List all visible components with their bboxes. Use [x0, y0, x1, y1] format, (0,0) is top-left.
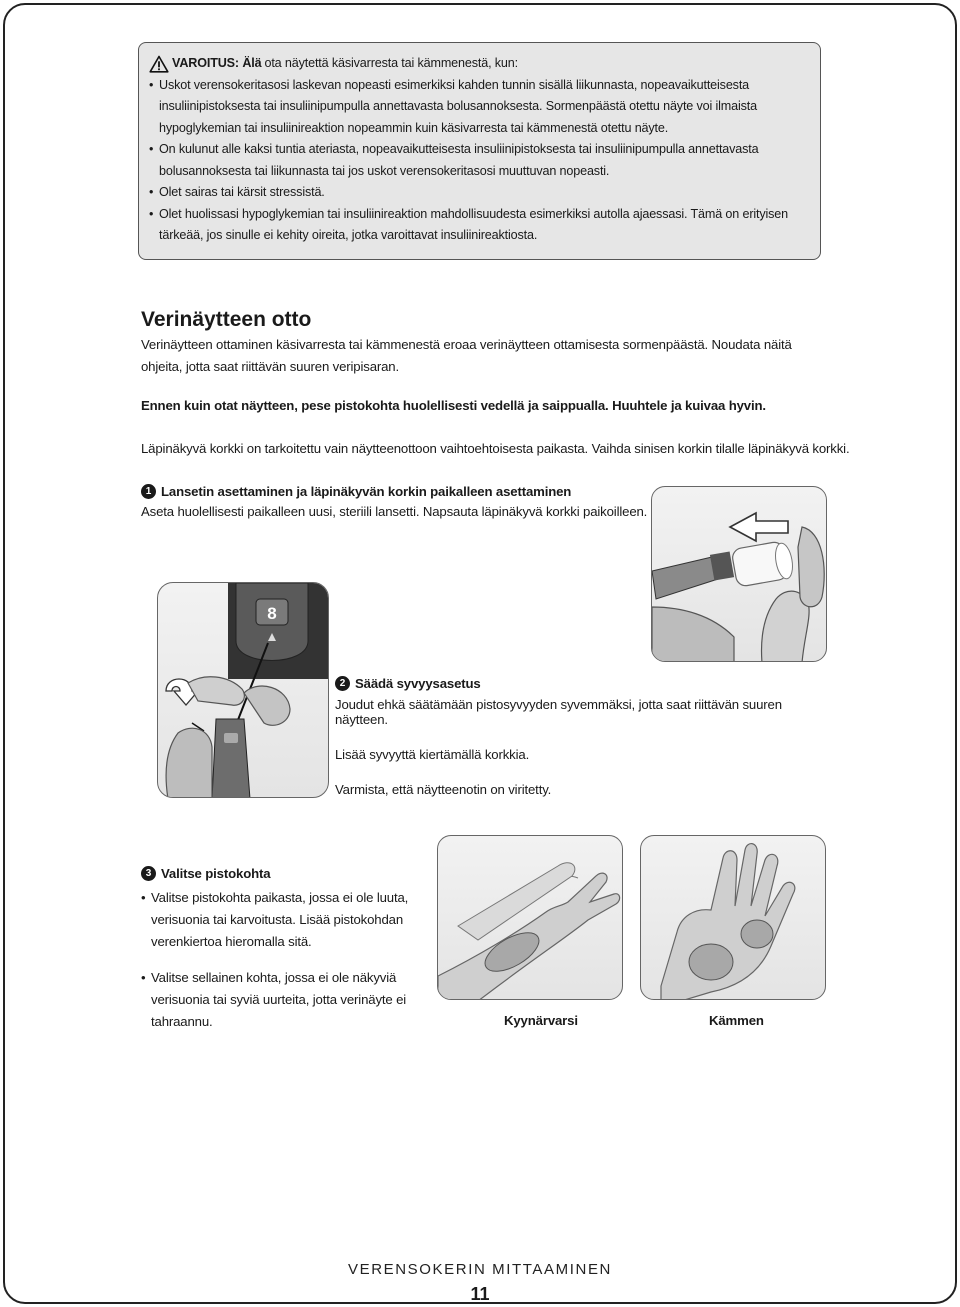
forearm-illustration	[437, 835, 623, 1000]
list-item-text: Valitse pistokohta paikasta, jossa ei ole luuta, verisuonia tai karvoitusta. Lisää pistokohdan verenkiertoa hieromalla sitä.	[151, 890, 409, 949]
footer-title: VERENSOKERIN MITTAAMINEN	[348, 1261, 612, 1278]
warning-box	[138, 42, 821, 260]
warning-item	[149, 75, 808, 140]
step-heading	[141, 866, 421, 881]
warning-item-text: Uskot verensokeritasosi laskevan nopeasti esimerkiksi kahden tunnin sisällä liikunnasta, nopeavaikutteisesta insuliinipistoksesta tai insuliinipumpulla annettavasta bolusannoksesta. Sormenpäästä otettu näyte voi ilmaista hypoglykemian tai insuliinireaktion nopeammin kuin käsivarresta tai kämmenestä otettu näyte.	[159, 77, 757, 135]
warning-header	[149, 53, 808, 75]
palm-caption: Kämmen	[709, 1013, 764, 1028]
warning-title: VAROITUS: Älä	[172, 56, 262, 70]
step-title: Lansetin asettaminen ja läpinäkyvän korkin paikalleen asettaminen	[161, 484, 572, 499]
section-title: Verinäytteen otto	[141, 308, 312, 331]
wash-warning: Ennen kuin otat näytteen, pese pistokohta huolellisesti vedellä ja saippualla. Huuhtele ja kuivaa hyvin.	[141, 398, 766, 413]
palm-site-highlight-right	[741, 920, 773, 948]
depth-setting-illustration	[157, 582, 329, 798]
warning-item-text: Olet sairas tai kärsit stressistä.	[159, 185, 325, 199]
warning-lead: ota näytettä käsivarresta tai kämmenestä, kun:	[264, 56, 518, 70]
step-heading	[141, 484, 647, 499]
list-item	[141, 967, 421, 1033]
bullet-icon: •	[141, 970, 146, 985]
warning-item	[149, 204, 808, 247]
step-number-badge: 1	[141, 484, 156, 499]
lancet-cap-illustration	[651, 486, 827, 662]
palm-illustration	[640, 835, 826, 1000]
page-number: 11	[470, 1284, 490, 1304]
step-paragraph: Varmista, että näytteenotin on viritetty.	[335, 782, 552, 797]
step-title: Valitse pistokohta	[161, 866, 271, 881]
step-2	[335, 676, 825, 797]
step-body: Aseta huolellisesti paikalleen uusi, steriili lansetti. Napsauta läpinäkyvä korkki paikoilleen.	[141, 504, 648, 519]
warning-item	[149, 139, 808, 182]
bullet-icon: •	[149, 185, 154, 199]
forearm-drawing	[438, 836, 623, 1000]
list-item-text: Valitse sellainen kohta, jossa ei ole näkyviä verisuonia tai syviä uurteita, jotta verinäyte ei tahraannu.	[151, 970, 407, 1029]
depth-setting-drawing	[158, 583, 329, 798]
step-paragraph: Lisää syvyyttä kiertämällä korkkia.	[335, 747, 530, 762]
warning-item-text: On kulunut alle kaksi tuntia ateriasta, nopeavaikutteisesta insuliinipistoksesta tai insuliinipumpulla annettavasta bolusannoksesta tai liikunnasta tai jos uskot verensokeritasosi muuttuvan nopeasti.	[159, 142, 759, 178]
cap-note: Läpinäkyvä korkki on tarkoitettu vain näytteenottoon vaihtoehtoisesta paikasta. Vaihda sinisen korkin tilalle läpinäkyvä korkki.	[141, 441, 850, 456]
step-paragraph: Joudut ehkä säätämään pistosyvyyden syvemmäksi, jotta saat riittävän suuren näytteen.	[335, 697, 782, 727]
intro-text: Verinäytteen ottaminen käsivarresta tai kämmenestä eroaa verinäytteen ottamisesta sormenpäästä. Noudata näitä ohjeita, jotta saat riittävän suuren veripisaran.	[141, 337, 792, 374]
warning-triangle-icon	[149, 55, 169, 73]
step-3	[141, 866, 421, 1033]
bullet-icon: •	[149, 206, 154, 221]
step-title: Säädä syvyysasetus	[355, 676, 481, 691]
step-number-badge: 3	[141, 866, 156, 881]
depth-number: 8	[267, 604, 277, 623]
step-bullet-list	[141, 887, 421, 1033]
bullet-icon: •	[149, 142, 154, 156]
step-number-badge: 2	[335, 676, 350, 691]
forearm-caption: Kyynärvarsi	[504, 1013, 578, 1028]
palm-drawing	[641, 836, 826, 1000]
step-1	[141, 484, 647, 519]
palm-site-highlight-left	[689, 944, 733, 980]
list-item	[141, 887, 421, 953]
bullet-icon: •	[141, 890, 146, 905]
left-arrow-icon	[730, 513, 788, 541]
warning-item-text: Olet huolissasi hypoglykemian tai insuliinireaktion mahdollisuudesta esimerkiksi autolla ajaessasi. Tämä on erityisen tärkeää, jos sinulle ei kehity oireita, jotka varoittavat insuliinireaktiosta.	[159, 206, 789, 242]
lancet-cap-drawing	[652, 487, 827, 662]
step-heading	[335, 676, 825, 691]
warning-item	[149, 182, 808, 204]
bullet-icon: •	[149, 77, 154, 92]
